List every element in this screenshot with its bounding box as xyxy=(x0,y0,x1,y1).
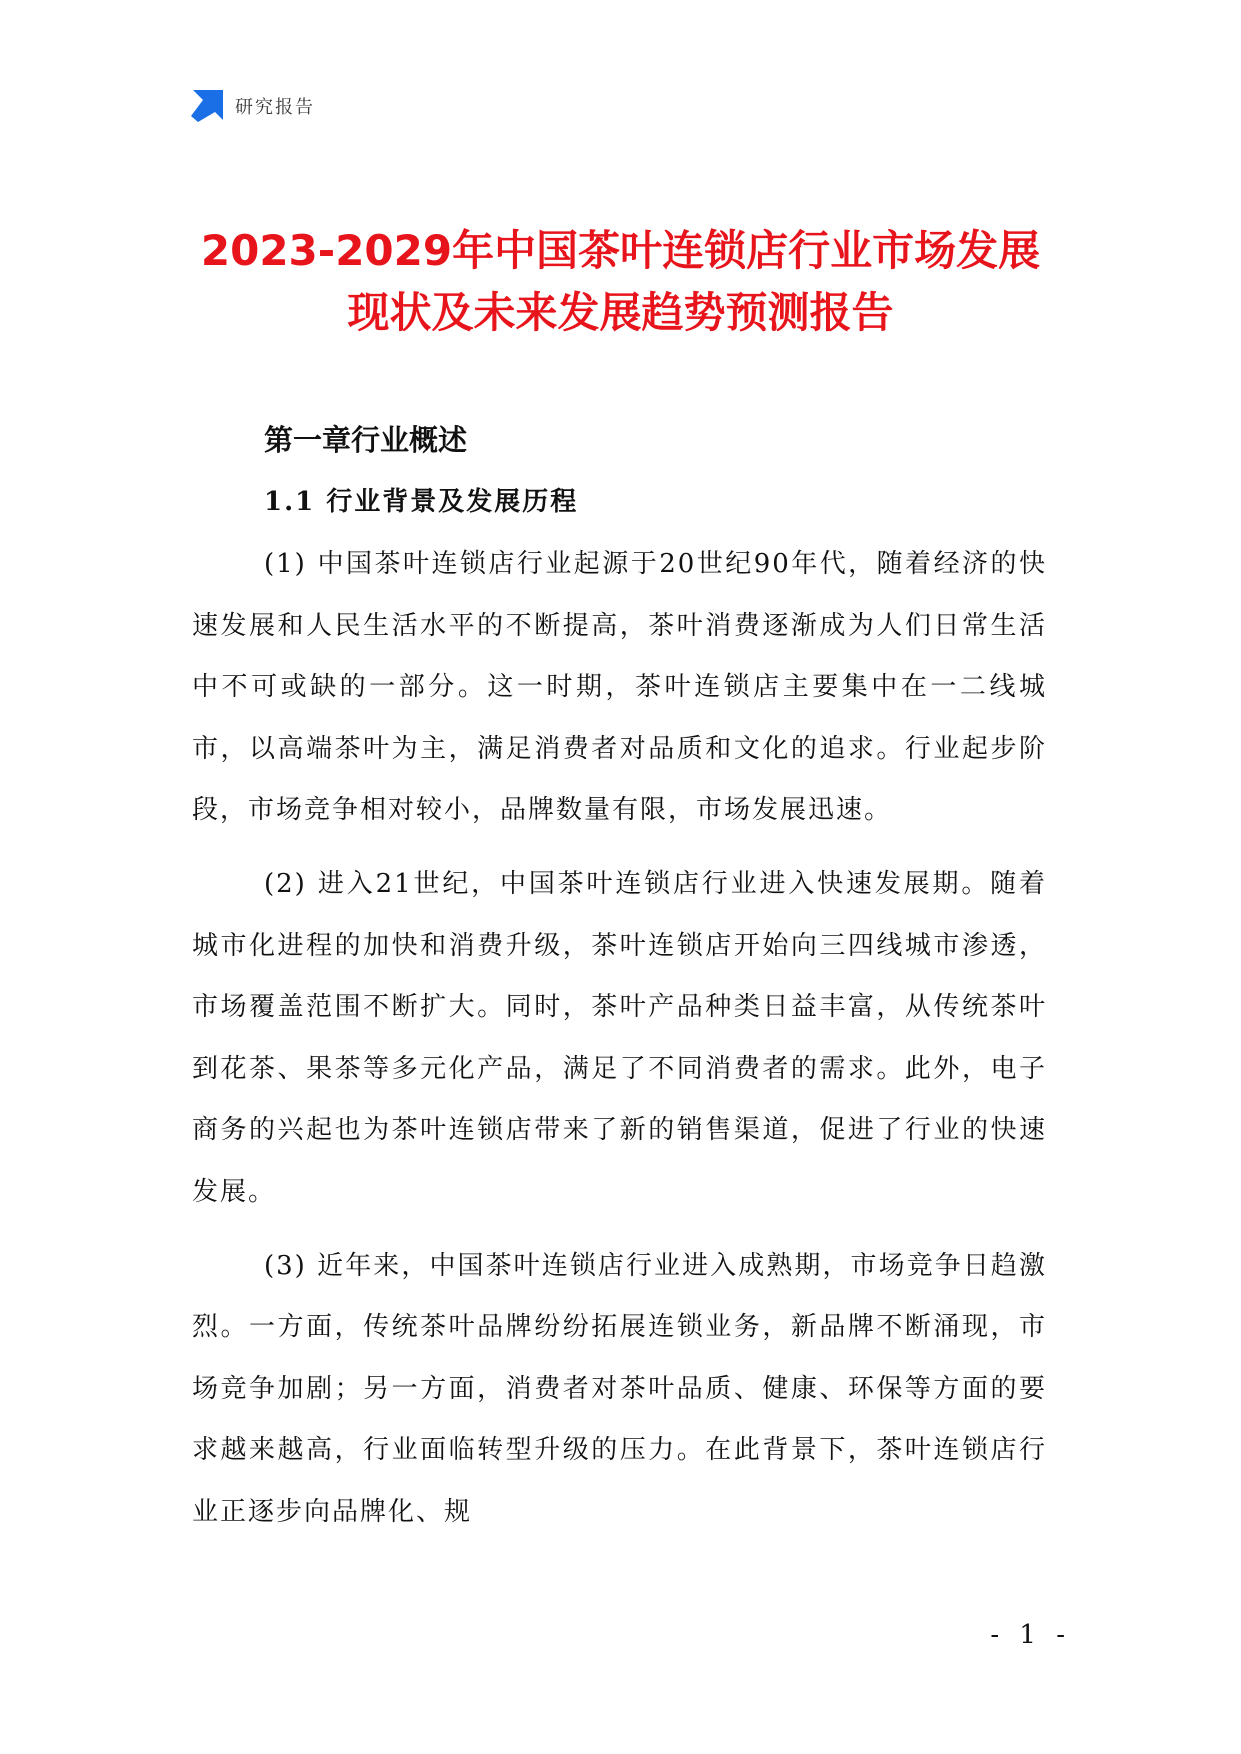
report-body xyxy=(192,418,1047,1544)
page-number: - 1 - xyxy=(990,1620,1071,1650)
section-heading: 1.1 行业背景及发展历程 xyxy=(264,487,579,517)
body-paragraph-2: (2) 进入21世纪，中国茶叶连锁店行业进入快速发展期。随着城市化进程的加快和消费升级，茶叶连锁店开始向三四线城市渗透，市场覆盖范围不断扩大。同时，茶叶产品种类日益丰富，从传统茶叶到花茶、果茶等多元化产品，满足了不同消费者的需求。此外，电子商务的兴起也为茶叶连锁店带来了新的销售渠道，促进了行业的快速发展。 xyxy=(192,868,1047,1207)
chapter-heading: 第一章行业概述 xyxy=(264,423,468,457)
body-paragraph-1: (1) 中国茶叶连锁店行业起源于20世纪90年代，随着经济的快速发展和人民生活水平的不断提高，茶叶消费逐渐成为人们日常生活中不可或缺的一部分。这一时期，茶叶连锁店主要集中在一二线城市，以高端茶叶为主，满足消费者对品质和文化的追求。行业起步阶段，市场竞争相对较小，品牌数量有限，市场发展迅速。 xyxy=(192,549,1047,826)
report-title-line-1: 2023-2029年中国茶叶连锁店行业市场发展 xyxy=(200,226,1041,275)
header-label: 研究报告 xyxy=(235,97,315,118)
report-title xyxy=(160,220,1081,344)
report-title-line-2: 现状及未来发展趋势预测报告 xyxy=(347,288,894,337)
body-paragraph-3: (3) 近年来，中国茶叶连锁店行业进入成熟期，市场竞争日趋激烈。一方面，传统茶叶品牌纷纷拓展连锁业务，新品牌不断涌现，市场竞争加剧；另一方面，消费者对茶叶品质、健康、环保等方面的要求越来越高，行业面临转型升级的压力。在此背景下，茶叶连锁店行业正逐步向品牌化、规 xyxy=(192,1250,1047,1527)
arrow-up-right-icon xyxy=(190,90,223,122)
report-header xyxy=(190,90,315,122)
